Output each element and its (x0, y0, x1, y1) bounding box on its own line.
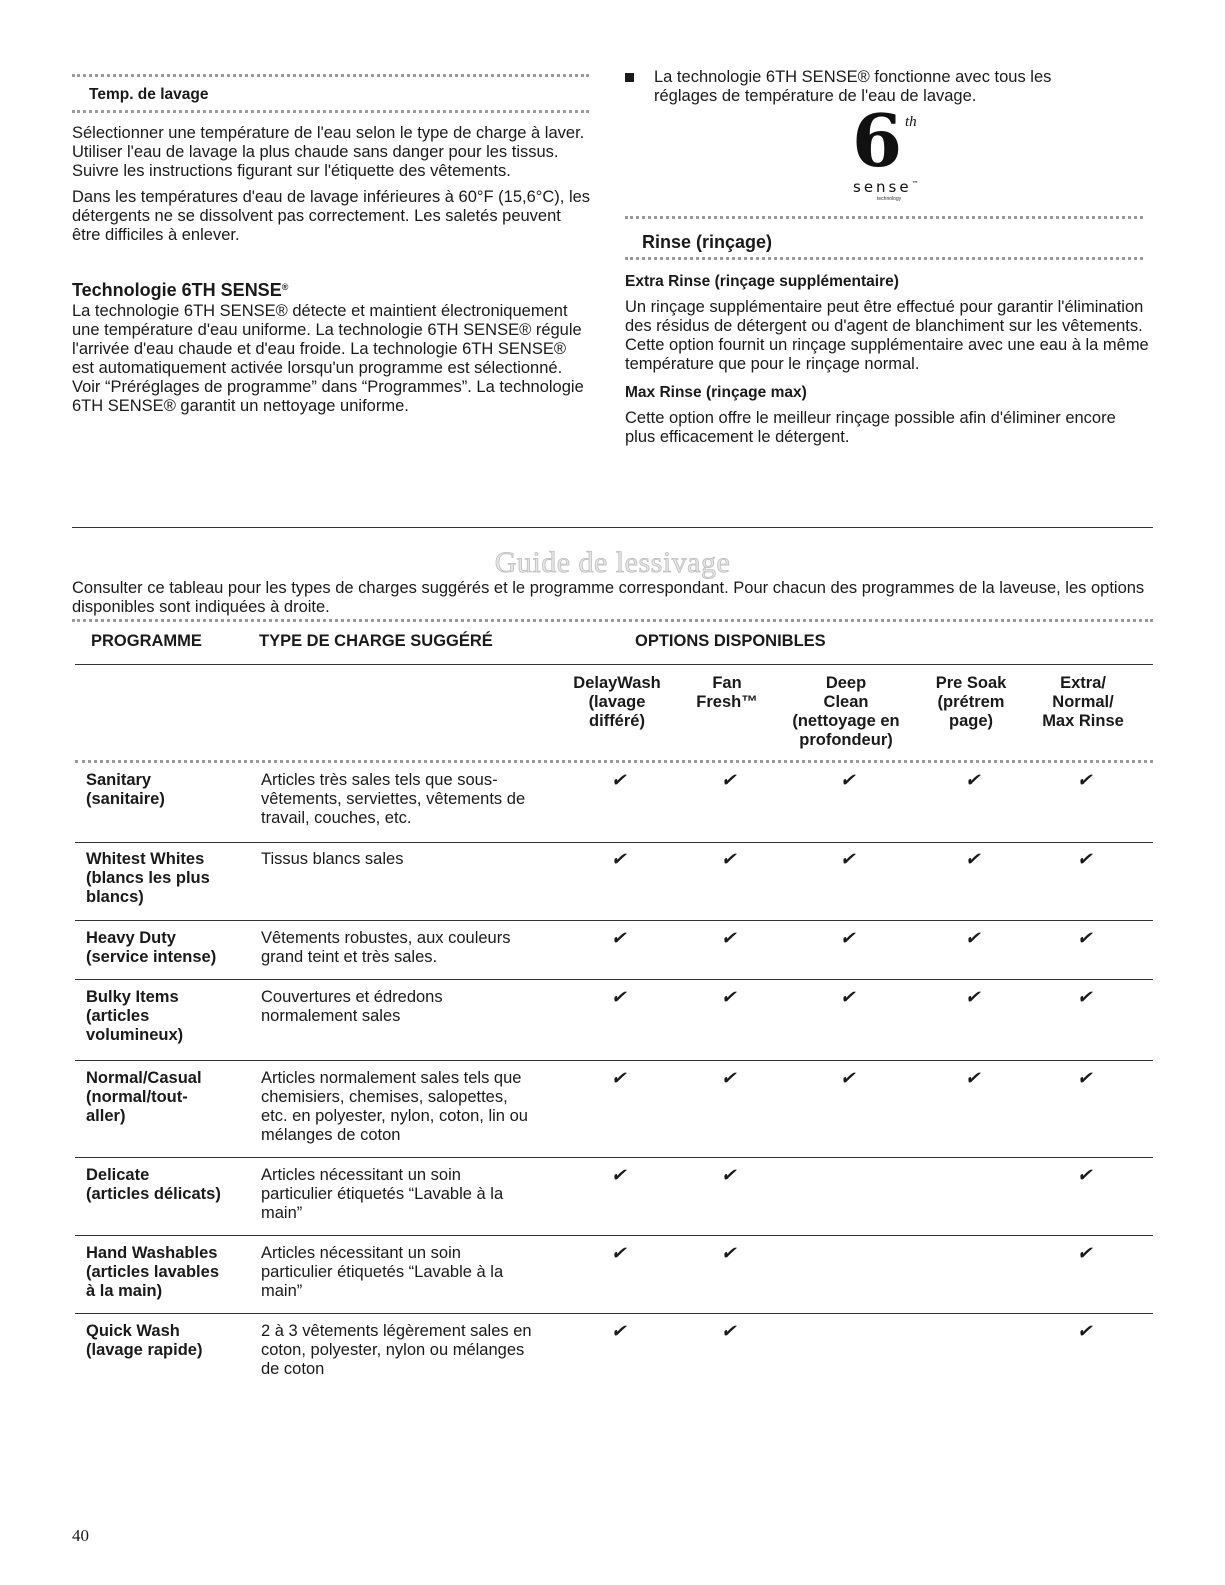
check-mark-icon: ✔ (611, 928, 627, 948)
temp-description (72, 124, 592, 252)
check-mark-icon: ✔ (965, 849, 981, 869)
option-header: Extra/ Normal/ Max Rinse (1042, 674, 1124, 730)
logo-word-text: sense (853, 178, 912, 196)
check-mark-icon: ✔ (1077, 1068, 1093, 1088)
max-rinse-title: Max Rinse (rinçage max) (625, 384, 807, 401)
check-mark-icon: ✔ (721, 1165, 737, 1185)
check-mark-icon: ✔ (721, 770, 737, 790)
divider (72, 619, 1153, 622)
load-type: 2 à 3 vêtements légèrement sales en coton, polyester, nylon ou mélanges de coton (261, 1322, 532, 1378)
check-mark-icon: ✔ (1077, 1321, 1093, 1341)
temp-paragraph-2: Dans les températures d'eau de lavage inférieures à 60°F (15,6°C), les détergents ne se dissolvent pas correctement. Les saletés peuvent être difficiles à enlever. (72, 188, 591, 244)
sixth-sense-logo (836, 98, 946, 204)
check-mark-icon: ✔ (721, 1243, 737, 1263)
section-divider (72, 527, 1153, 528)
option-header: DelayWash (lavage différé) (573, 674, 661, 730)
check-mark-icon: ✔ (840, 987, 856, 1007)
row-divider (75, 979, 1153, 980)
check-mark-icon: ✔ (611, 987, 627, 1007)
divider (625, 257, 1143, 260)
load-type: Couvertures et édredons normalement sales (261, 988, 443, 1025)
check-mark-icon: ✔ (1077, 1243, 1093, 1263)
load-type: Tissus blancs sales (261, 850, 404, 868)
header-load-type: TYPE DE CHARGE SUGGÉRÉ (259, 632, 493, 650)
row-divider (75, 1313, 1153, 1314)
check-mark-icon: ✔ (1077, 1165, 1093, 1185)
divider (625, 216, 1143, 219)
check-mark-icon: ✔ (611, 1165, 627, 1185)
option-header: Pre Soak (prétrem page) (935, 674, 1007, 730)
program-name: Bulky Items (articles volumineux) (86, 988, 184, 1044)
check-mark-icon: ✔ (965, 770, 981, 790)
load-type: Articles nécessitant un soin particulier étiquetés “Lavable à la main” (261, 1244, 504, 1300)
check-mark-icon: ✔ (721, 1321, 737, 1341)
sense-title-text: Technologie 6TH SENSE (72, 280, 282, 300)
check-mark-icon: ✔ (1077, 928, 1093, 948)
program-name: Whitest Whites (blancs les plus blancs) (86, 850, 210, 906)
check-mark-icon: ✔ (965, 1068, 981, 1088)
bullet-icon (625, 73, 634, 82)
logo-word (853, 178, 922, 196)
logo-sub: technology (877, 196, 902, 202)
load-type: Articles très sales tels que sous- vêtements, serviettes, vêtements de travail, couches, etc. (261, 771, 526, 827)
max-rinse-paragraph: Cette option offre le meilleur rinçage possible afin d'éliminer encore plus efficacement le détergent. (625, 409, 1116, 446)
row-divider (75, 1235, 1153, 1236)
program-name: Sanitary (sanitaire) (86, 771, 165, 808)
header-rule (75, 664, 1153, 665)
section-title-sense (72, 280, 288, 301)
program-name: Hand Washables (articles lavables à la main) (86, 1244, 219, 1300)
check-mark-icon: ✔ (721, 987, 737, 1007)
check-mark-icon: ✔ (1077, 849, 1093, 869)
row-divider (75, 1157, 1153, 1158)
load-type: Vêtements robustes, aux couleurs grand teint et très sales. (261, 929, 511, 966)
check-mark-icon: ✔ (840, 849, 856, 869)
header-programme: PROGRAMME (91, 632, 202, 650)
bullet-text: La technologie 6TH SENSE® fonctionne avec tous les réglages de température de l'eau de lavage. (654, 68, 1052, 105)
option-header: Deep Clean (nettoyage en profondeur) (792, 674, 900, 749)
load-type: Articles normalement sales tels que chemisiers, chemises, salopettes, etc. en polyester, nylon, coton, lin ou mélanges de coton (261, 1069, 528, 1144)
row-divider (75, 920, 1153, 921)
check-mark-icon: ✔ (721, 1068, 737, 1088)
sense-paragraph: La technologie 6TH SENSE® détecte et maintient électroniquement une température d'eau uniforme. La technologie 6TH SENSE® régule l'arrivée d'eau chaude et d'eau froide. La technologie 6TH SENSE® est automatiquement activée lorsqu'un programme est sélectionné. Voir “Préréglages de programme” dans “Programmes”. La technologie 6TH SENSE® garantit un nettoyage uniforme. (72, 302, 584, 415)
option-header: Fan Fresh™ (696, 674, 758, 711)
check-mark-icon: ✔ (721, 849, 737, 869)
program-name: Quick Wash (lavage rapide) (86, 1322, 203, 1359)
section-title-rinse: Rinse (rinçage) (642, 232, 773, 252)
load-type: Articles nécessitant un soin particulier étiquetés “Lavable à la main” (261, 1166, 504, 1222)
extra-rinse-title: Extra Rinse (rinçage supplémentaire) (625, 273, 899, 290)
logo-digit: 6 (852, 98, 903, 183)
row-divider (75, 1060, 1153, 1061)
check-mark-icon: ✔ (611, 849, 627, 869)
registered-mark: ® (281, 282, 289, 292)
check-mark-icon: ✔ (965, 987, 981, 1007)
check-mark-icon: ✔ (840, 928, 856, 948)
program-name: Heavy Duty (service intense) (86, 929, 217, 966)
check-mark-icon: ✔ (1077, 770, 1093, 790)
logo-tm: ™ (911, 180, 922, 188)
program-name: Normal/Casual (normal/tout- aller) (86, 1069, 202, 1125)
check-mark-icon: ✔ (611, 1243, 627, 1263)
check-mark-icon: ✔ (840, 1068, 856, 1088)
guide-title: Guide de lessivage (494, 546, 731, 579)
check-mark-icon: ✔ (611, 1321, 627, 1341)
section-title-temp: Temp. de lavage (89, 86, 209, 103)
guide-intro: Consulter ce tableau pour les types de charges suggérés et le programme correspondant. Pour chacun des programmes de la laveuse, les options disponibles sont indiquées à droite. (72, 579, 1145, 616)
extra-rinse-paragraph: Un rinçage supplémentaire peut être effectué pour garantir l'élimination des résidus de détergent ou d'agent de blanchiment sur les vêtements. Cette option fournit un rinçage supplémentaire avec une eau à la même température que pour le rinçage normal. (625, 298, 1149, 373)
page-number: 40 (72, 1526, 89, 1545)
check-mark-icon: ✔ (611, 770, 627, 790)
temp-paragraph-1: Sélectionner une température de l'eau selon le type de charge à laver. Utiliser l'eau de lavage la plus chaude sans danger pour les tissus. Suivre les instructions figurant sur l'étiquette des vêtements. (72, 124, 585, 180)
check-mark-icon: ✔ (1077, 987, 1093, 1007)
divider (75, 760, 1153, 763)
check-mark-icon: ✔ (721, 928, 737, 948)
check-mark-icon: ✔ (965, 928, 981, 948)
header-options: OPTIONS DISPONIBLES (635, 632, 826, 650)
check-mark-icon: ✔ (840, 770, 856, 790)
row-divider (75, 842, 1153, 843)
divider (72, 74, 589, 77)
divider (72, 110, 589, 113)
check-mark-icon: ✔ (611, 1068, 627, 1088)
logo-th: th (905, 114, 917, 130)
program-name: Delicate (articles délicats) (86, 1166, 221, 1203)
